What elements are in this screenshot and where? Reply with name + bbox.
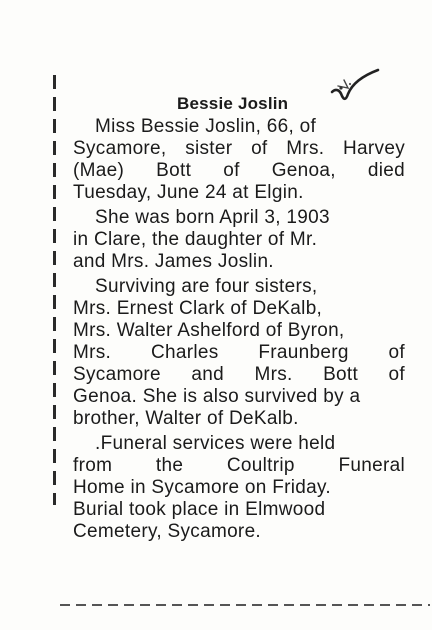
text-line: Sycamore, sister of Mrs. Harvey: [73, 138, 405, 159]
text-line: Genoa. She is also survived by a: [73, 386, 361, 407]
text-line: and Mrs. James Joslin.: [73, 251, 274, 272]
column-rule: [53, 75, 56, 505]
text-line: from the Coultrip Funeral: [73, 455, 405, 476]
text-line: in Clare, the daughter of Mr.: [73, 229, 318, 250]
text-line: Mrs. Walter Ashelford of Byron,: [73, 320, 345, 341]
clipping-bottom-edge: [60, 604, 430, 606]
obituary-body: [73, 116, 405, 546]
text-line: .Funeral services were held: [95, 433, 336, 454]
text-line: She was born April 3, 1903: [95, 207, 330, 228]
text-line: Surviving are four sisters,: [95, 276, 318, 297]
obituary-headline: Bessie Joslin: [177, 94, 289, 113]
text-line: (Mae) Bott of Genoa, died: [73, 160, 405, 181]
obituary-paragraph-birth: [73, 207, 405, 273]
text-line: Tuesday, June 24 at Elgin.: [73, 182, 304, 203]
obituary-paragraph-death: [73, 116, 405, 204]
handwritten-check-icon: [328, 66, 384, 106]
obituary-paragraph-services: [73, 433, 405, 543]
text-line: Mrs. Charles Fraunberg of: [73, 342, 405, 363]
text-line: Miss Bessie Joslin, 66, of: [95, 116, 317, 137]
text-line: Cemetery, Sycamore.: [73, 521, 262, 542]
text-line: Burial took place in Elmwood: [73, 499, 326, 520]
text-line: Home in Sycamore on Friday.: [73, 477, 332, 498]
text-line: Mrs. Ernest Clark of DeKalb,: [73, 298, 323, 319]
text-line: Sycamore and Mrs. Bott of: [73, 364, 405, 385]
obituary-paragraph-survivors: [73, 276, 405, 430]
text-line: brother, Walter of DeKalb.: [73, 408, 299, 429]
